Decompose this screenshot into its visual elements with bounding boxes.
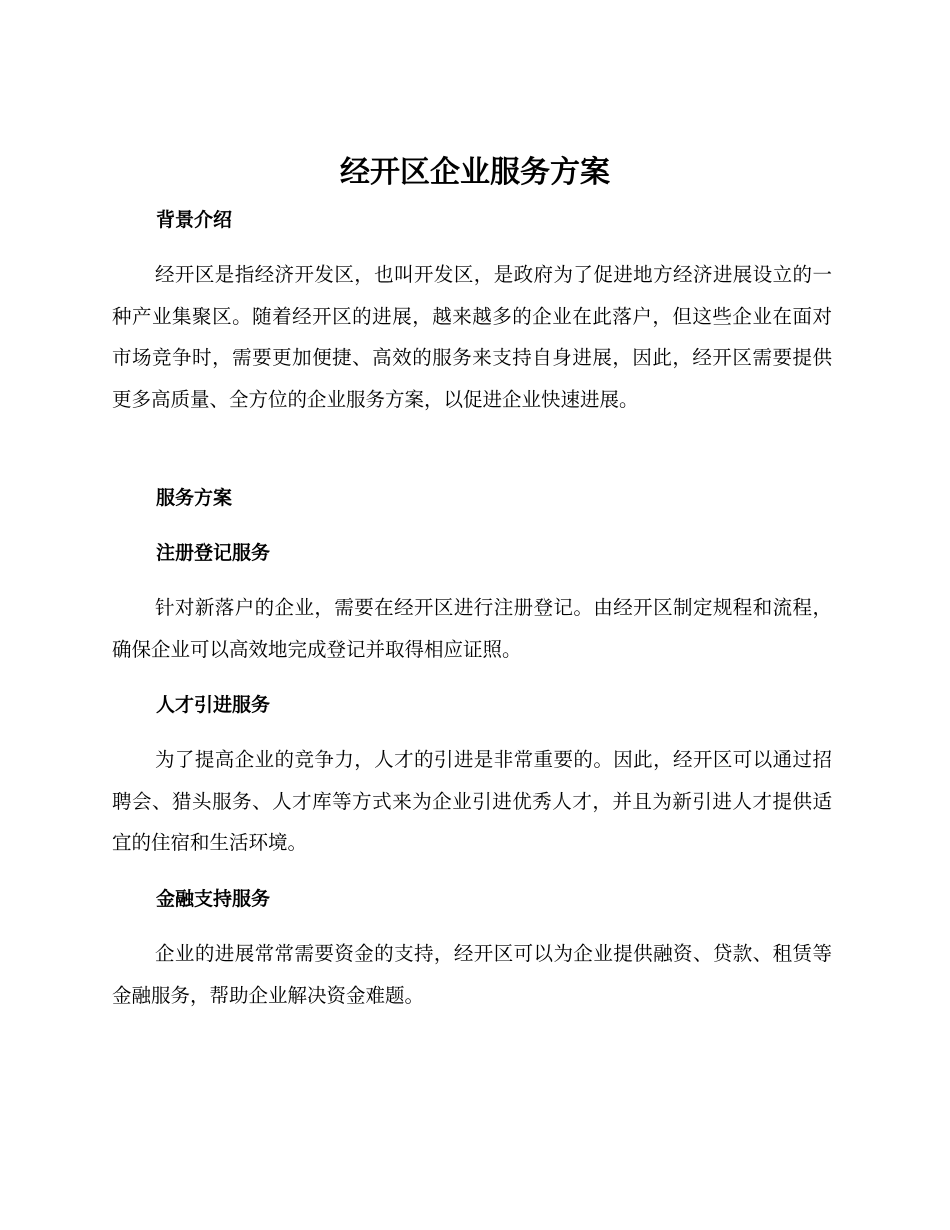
section-heading-background: 背景介绍 <box>156 209 233 231</box>
section-heading-talent: 人才引进服务 <box>156 694 271 716</box>
section-body-background: 经开区是指经济开发区，也叫开发区，是政府为了促进地方经济进展设立的一种产业集聚区。随着经开区的进展，越来越多的企业在此落户，但这些企业在面对市场竞争时，需要更加便捷、高效的服务来支持自身进展，因此，经开区需要提供更多高质量、全方位的企业服务方案，以促进企业快速进展。 <box>112 263 832 411</box>
section-heading-service-plan: 服务方案 <box>156 487 233 509</box>
section-body-talent: 为了提高企业的竞争力，人才的引进是非常重要的。因此，经开区可以通过招聘会、猎头服务、人才库等方式来为企业引进优秀人才，并且为新引进人才提供适宜的住宿和生活环境。 <box>112 748 832 854</box>
section-body-finance: 企业的进展常常需要资金的支持，经开区可以为企业提供融资、贷款、租赁等金融服务，帮助企业解决资金难题。 <box>112 942 832 1007</box>
document-title: 经开区企业服务方案 <box>340 155 610 190</box>
section-heading-registration: 注册登记服务 <box>156 542 271 564</box>
section-body-registration: 针对新落户的企业，需要在经开区进行注册登记。由经开区制定规程和流程，确保企业可以高效地完成登记并取得相应证照。 <box>112 596 832 661</box>
section-heading-finance: 金融支持服务 <box>156 888 271 910</box>
